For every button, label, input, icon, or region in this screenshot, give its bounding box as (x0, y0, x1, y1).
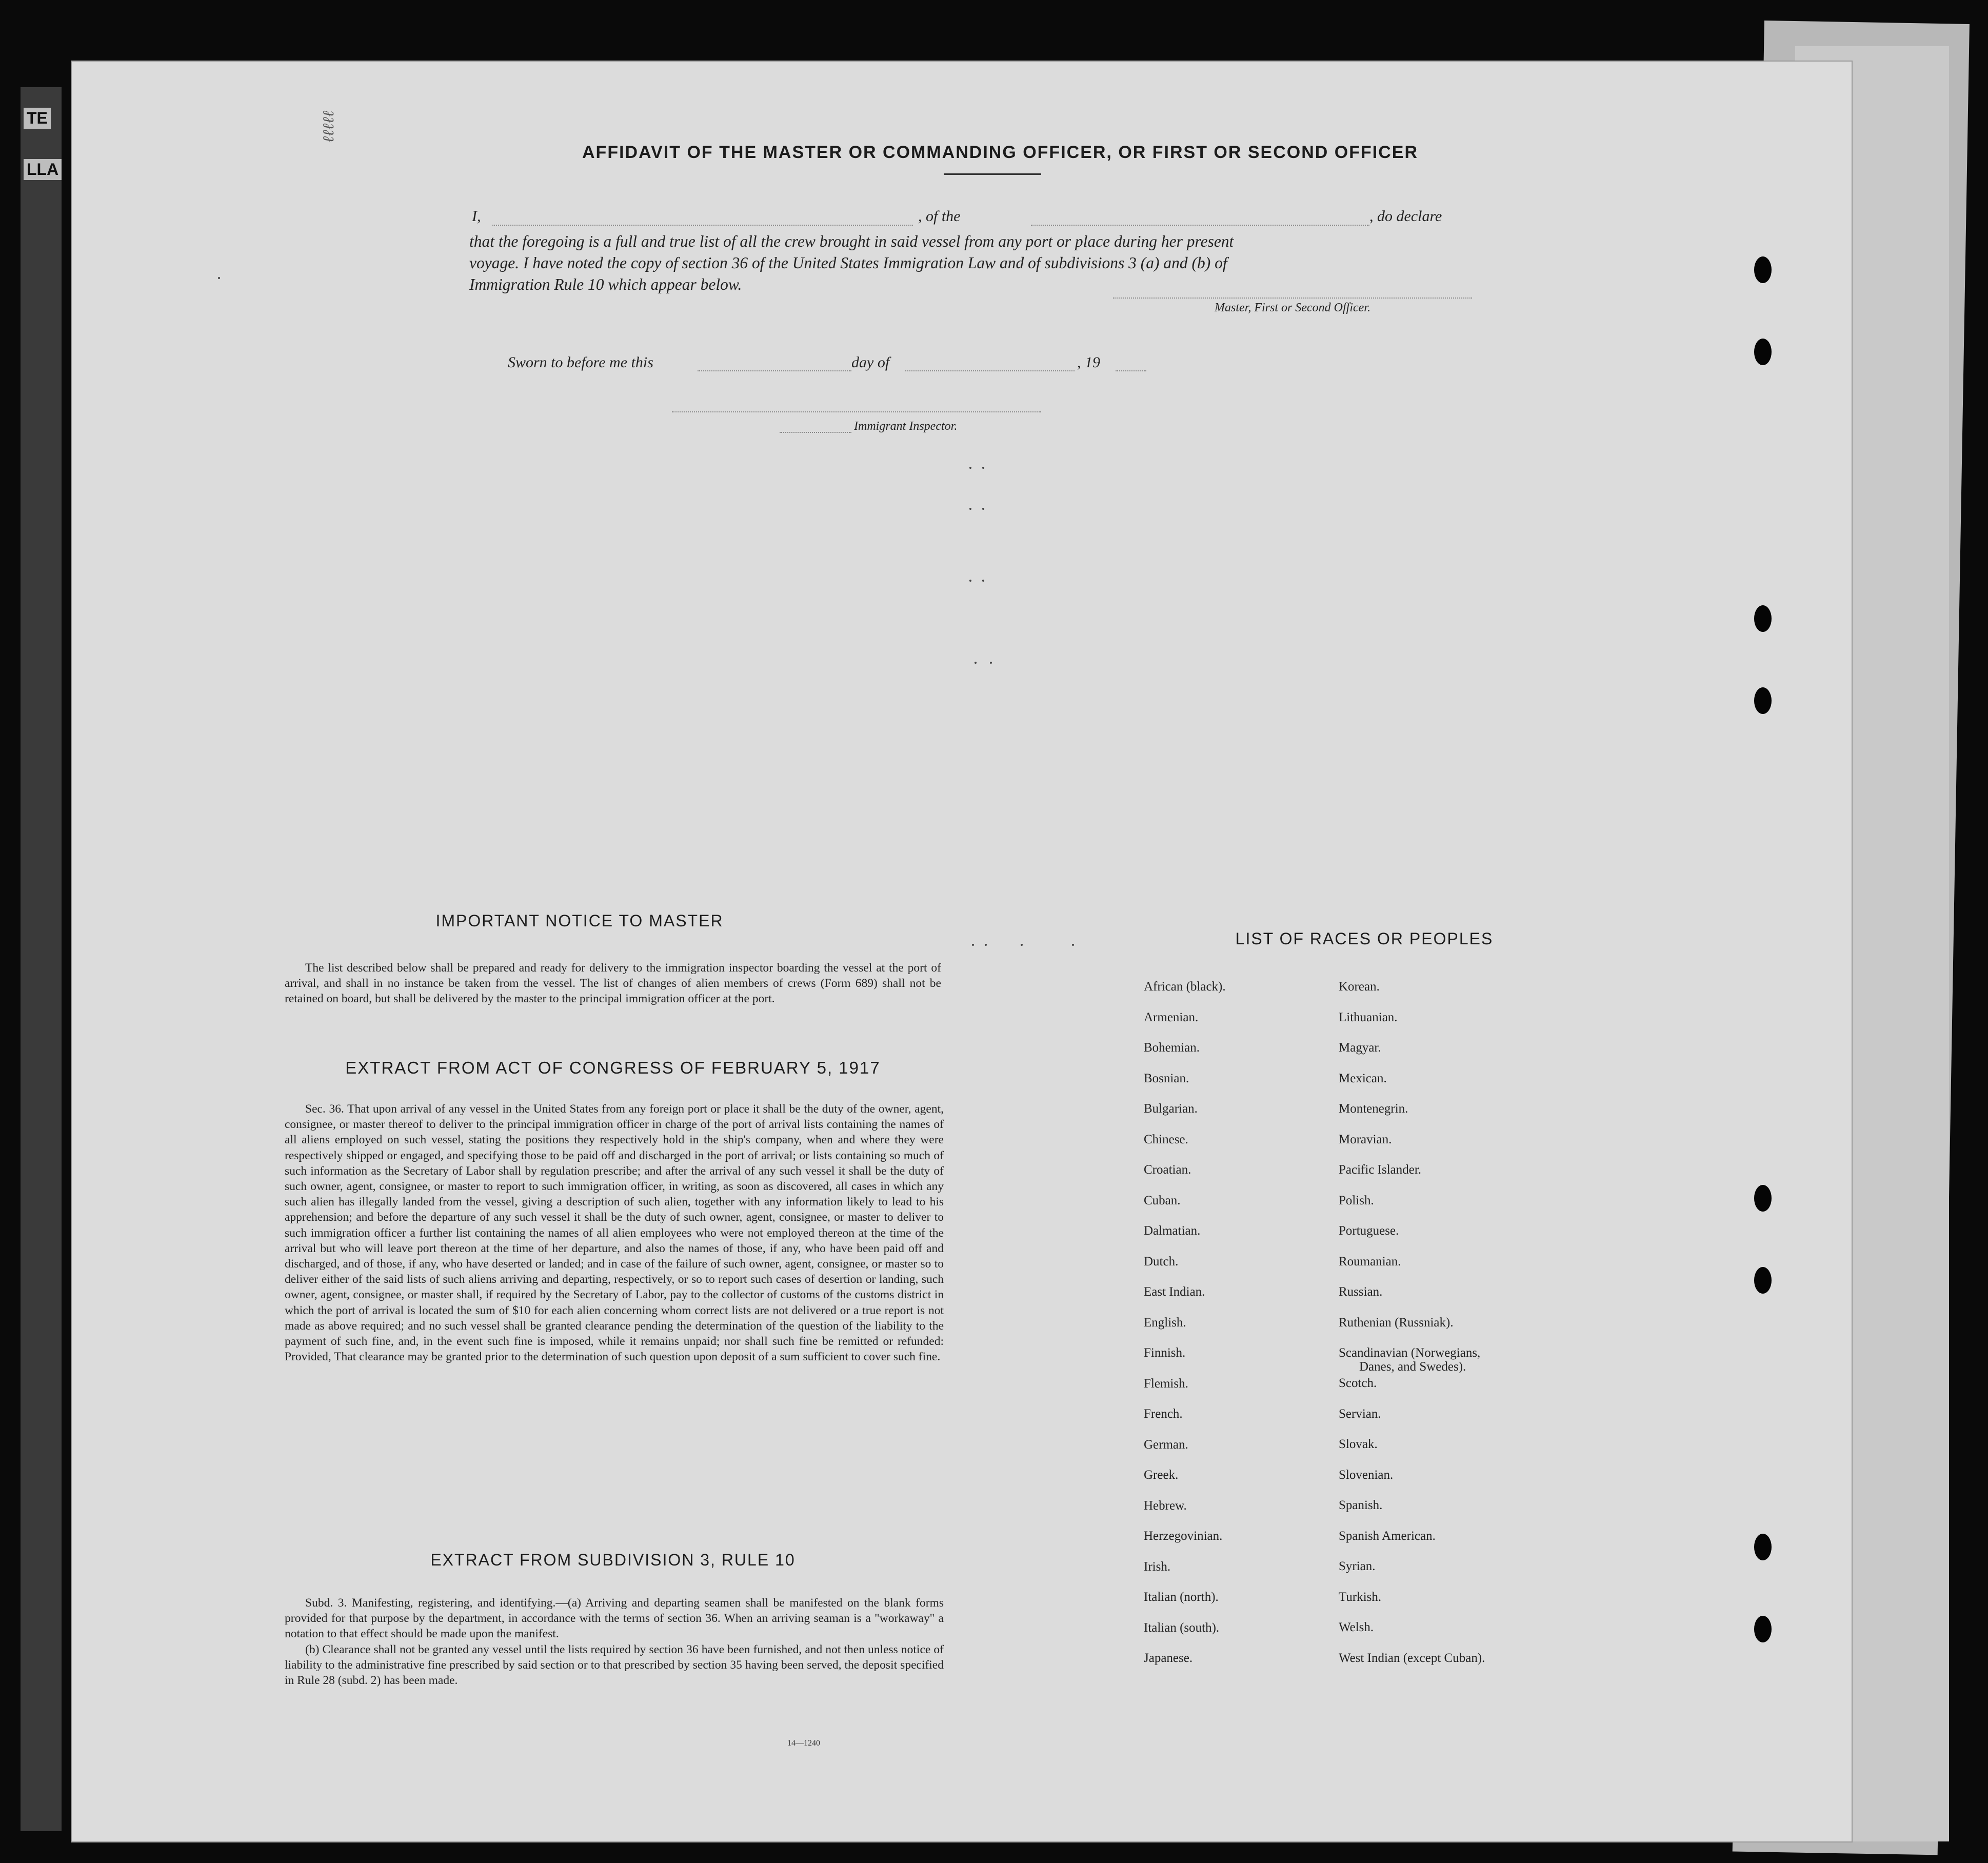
rule-extract-text (285, 1595, 944, 1688)
sworn-label: Sworn to before me this (508, 354, 653, 371)
vessel-name-field[interactable] (1031, 225, 1369, 226)
race-item: Servian. (1339, 1406, 1381, 1421)
speck (990, 662, 992, 664)
do-declare-label: , do declare (1369, 208, 1442, 225)
declarant-name-field[interactable] (492, 225, 913, 226)
edge-fragment: TE (24, 108, 51, 129)
inspector-signature-field[interactable] (780, 432, 851, 433)
inspector-signature-field[interactable] (672, 411, 1041, 412)
race-item: Cuban. (1144, 1193, 1181, 1207)
race-item: Italian (south). (1144, 1620, 1220, 1635)
race-item: Montenegrin. (1339, 1102, 1408, 1116)
race-item: Irish. (1144, 1559, 1171, 1574)
race-item: Turkish. (1339, 1590, 1382, 1604)
race-item: Korean. (1339, 980, 1380, 994)
race-item: Spanish. (1339, 1498, 1383, 1512)
affidavit-text-line: that the foregoing is a full and true list of all the crew brought in said vessel from any port or place during her present (469, 232, 1234, 250)
form-number: 14—1240 (787, 1739, 820, 1748)
race-item: French. (1144, 1407, 1183, 1421)
act-extract-text (285, 1101, 944, 1364)
margin-mark: ℓℓℓℓℓ (320, 110, 337, 143)
race-item: Lithuanian. (1339, 1010, 1398, 1024)
race-item: Ruthenian (Russniak). (1339, 1315, 1454, 1330)
speck (975, 662, 977, 664)
race-item: Magyar. (1339, 1041, 1381, 1055)
speck (218, 277, 220, 279)
speck (982, 467, 984, 469)
punch-hole (1754, 256, 1772, 283)
race-item: Dutch. (1144, 1254, 1179, 1269)
day-of-label: day of (851, 354, 890, 371)
race-item: Scandinavian (Norwegians, (1339, 1346, 1481, 1360)
speck (982, 580, 984, 582)
race-item: Bohemian. (1144, 1041, 1200, 1055)
signature-field[interactable] (1113, 298, 1472, 299)
race-item: Bulgarian. (1144, 1102, 1198, 1116)
speck (985, 944, 987, 946)
speck (1072, 944, 1074, 946)
race-item: Syrian. (1339, 1559, 1376, 1573)
notice-paragraph: The list described below shall be prepared and ready for delivery to the immigration inspector boarding the vessel at the port of arrival, and shall in no instance be taken from the vessel. The list of changes of alien members of crews (Form 689) shall not be retained on board, but shall be delivered by the master to the principal immigration officer at the port. (285, 961, 941, 1006)
sworn-month-field[interactable] (905, 370, 1075, 371)
race-item: Chinese. (1144, 1132, 1188, 1146)
act-section-paragraph: Sec. 36. That upon arrival of any vessel in the United States from any foreign port or place it shall be the duty of the owner, agent, consignee, or master thereof to deliver to the principal immigration officer in charge of the port of arrival lists containing the names of all aliens employed on such vessel, stating the positions they respectively hold in the ship's company, when and where they were respectively shipped or engaged, and specifying those to be paid off and discharged in the port of arrival; or lists containing so much of such information as the Secretary of Labor shall by regulation prescribe; and after the arrival of any such vessel it shall be the duty of such owner, agent, consignee, or master to report to such immigration officer, in writing, as soon as discovered, all cases in which any such alien has illegally landed from the vessel, giving a description of such alien, together with any information likely to lead to his apprehension; and before the departure of any such vessel it shall be the duty of such owner, agent, consignee, or master to deliver to such immigration officer a further list containing the names of all alien employees who were not employed thereon at the time of the arrival but who will leave port thereon at the time of her departure, and also the names of those, if any, who have been paid off and discharged, and of those, if any, who have deserted or landed; and in case of the failure of such owner, agent, consignee, or master so to deliver either of the said lists of such aliens arriving and departing, respectively, or so to report such cases of desertion or landing, such owner, agent, consignee, or master shall, if required by the Secretary of Labor, pay to the collector of customs of the customs district in which the port of arrival is located the sum of $10 for each alien concerning whom correct lists are not delivered or a true report is not made as above required; and no such vessel shall be granted clearance pending the determination of the question of the liability to the payment of such fine, and, in the event such fine is imposed, while it remains unpaid; nor shall such fine be remitted or refunded: Provided, That clearance may be granted prior to the determination of such question upon deposit of a sum sufficient to cover such fine. (285, 1102, 944, 1364)
speck (969, 508, 971, 510)
race-item: Pacific Islander. (1339, 1163, 1422, 1177)
signature-caption: Master, First or Second Officer. (1215, 301, 1370, 314)
race-item: Polish. (1339, 1193, 1374, 1207)
speck (969, 580, 971, 582)
race-item: Welsh. (1339, 1620, 1374, 1634)
races-title: LIST OF RACES OR PEOPLES (1235, 929, 1494, 948)
rule-paragraph-b: (b) Clearance shall not be granted any vessel until the lists required by section 36 have been furnished, and not then unless notice of liability to the administrative fine prescribed by said section or to that prescribed by section 35 having been served, the deposit specified in Rule 28 (subd. 2) has been made. (285, 1642, 944, 1688)
race-item: Portuguese. (1339, 1224, 1399, 1238)
race-item: Slovenian. (1339, 1468, 1394, 1482)
rule-extract-title: EXTRACT FROM SUBDIVISION 3, RULE 10 (430, 1551, 796, 1569)
punch-hole (1754, 605, 1772, 632)
race-item: Scotch. (1339, 1376, 1377, 1390)
race-item: Danes, and Swedes). (1359, 1360, 1466, 1374)
race-item: Moravian. (1339, 1132, 1392, 1146)
race-item: Russian. (1339, 1285, 1383, 1299)
race-item: Bosnian. (1144, 1071, 1189, 1085)
punch-hole (1754, 1534, 1772, 1560)
race-item: Mexican. (1339, 1071, 1387, 1085)
race-item: Flemish. (1144, 1376, 1188, 1391)
race-item: Spanish American. (1339, 1529, 1436, 1543)
punch-hole (1754, 1185, 1772, 1212)
title-rule (944, 173, 1041, 175)
act-extract-title: EXTRACT FROM ACT OF CONGRESS OF FEBRUARY 5, 1917 (345, 1058, 881, 1077)
race-item: Hebrew. (1144, 1498, 1187, 1513)
race-item: Italian (north). (1144, 1590, 1219, 1604)
punch-hole (1754, 687, 1772, 714)
speck (1021, 944, 1023, 946)
affidavit-text-line: Immigration Rule 10 which appear below. (469, 275, 742, 293)
year-label: , 19 (1077, 354, 1100, 371)
document-page (72, 62, 1852, 1841)
race-item: Dalmatian. (1144, 1224, 1201, 1238)
race-item: West Indian (except Cuban). (1339, 1651, 1485, 1665)
speck (972, 944, 974, 946)
punch-hole (1754, 1267, 1772, 1294)
speck (982, 508, 984, 510)
race-item: Slovak. (1339, 1437, 1378, 1451)
race-item: Greek. (1144, 1468, 1179, 1482)
punch-hole (1754, 339, 1772, 365)
sworn-year-field[interactable] (1116, 370, 1146, 371)
sworn-day-field[interactable] (698, 370, 851, 371)
of-the-label: , of the (918, 208, 961, 225)
affidavit-text-line: voyage. I have noted the copy of section 36 of the United States Immigration Law and of subdivisions 3 (a) and (b) of (469, 254, 1227, 272)
inspector-caption: Immigrant Inspector. (854, 420, 958, 433)
race-item: German. (1144, 1437, 1188, 1452)
notice-text (285, 960, 941, 1007)
affidavit-title: AFFIDAVIT OF THE MASTER OR COMMANDING OFFICER, OR FIRST OR SECOND OFFICER (582, 143, 1418, 162)
race-item: Herzegovinian. (1144, 1529, 1223, 1543)
speck (969, 467, 971, 469)
punch-hole (1754, 1616, 1772, 1642)
declarant-prefix: I, (472, 208, 481, 225)
race-item: East Indian. (1144, 1285, 1205, 1299)
race-item: Armenian. (1144, 1010, 1199, 1024)
race-item: Finnish. (1144, 1346, 1186, 1360)
race-item: Japanese. (1144, 1651, 1193, 1665)
race-item: Roumanian. (1339, 1254, 1401, 1269)
rule-paragraph-a: Subd. 3. Manifesting, registering, and identifying.—(a) Arriving and departing seamen shall be manifested on the blank forms provided for that purpose by the department, in accordance with the terms of section 36. When an arriving seaman is a "workaway" a notation to that effect should be made upon the manifest. (285, 1596, 944, 1641)
notice-title: IMPORTANT NOTICE TO MASTER (435, 911, 724, 930)
race-item: African (black). (1144, 980, 1226, 994)
left-page-edge (21, 87, 62, 1831)
edge-fragment: LLA (24, 159, 62, 180)
race-item: Croatian. (1144, 1163, 1191, 1177)
race-item: English. (1144, 1315, 1186, 1330)
